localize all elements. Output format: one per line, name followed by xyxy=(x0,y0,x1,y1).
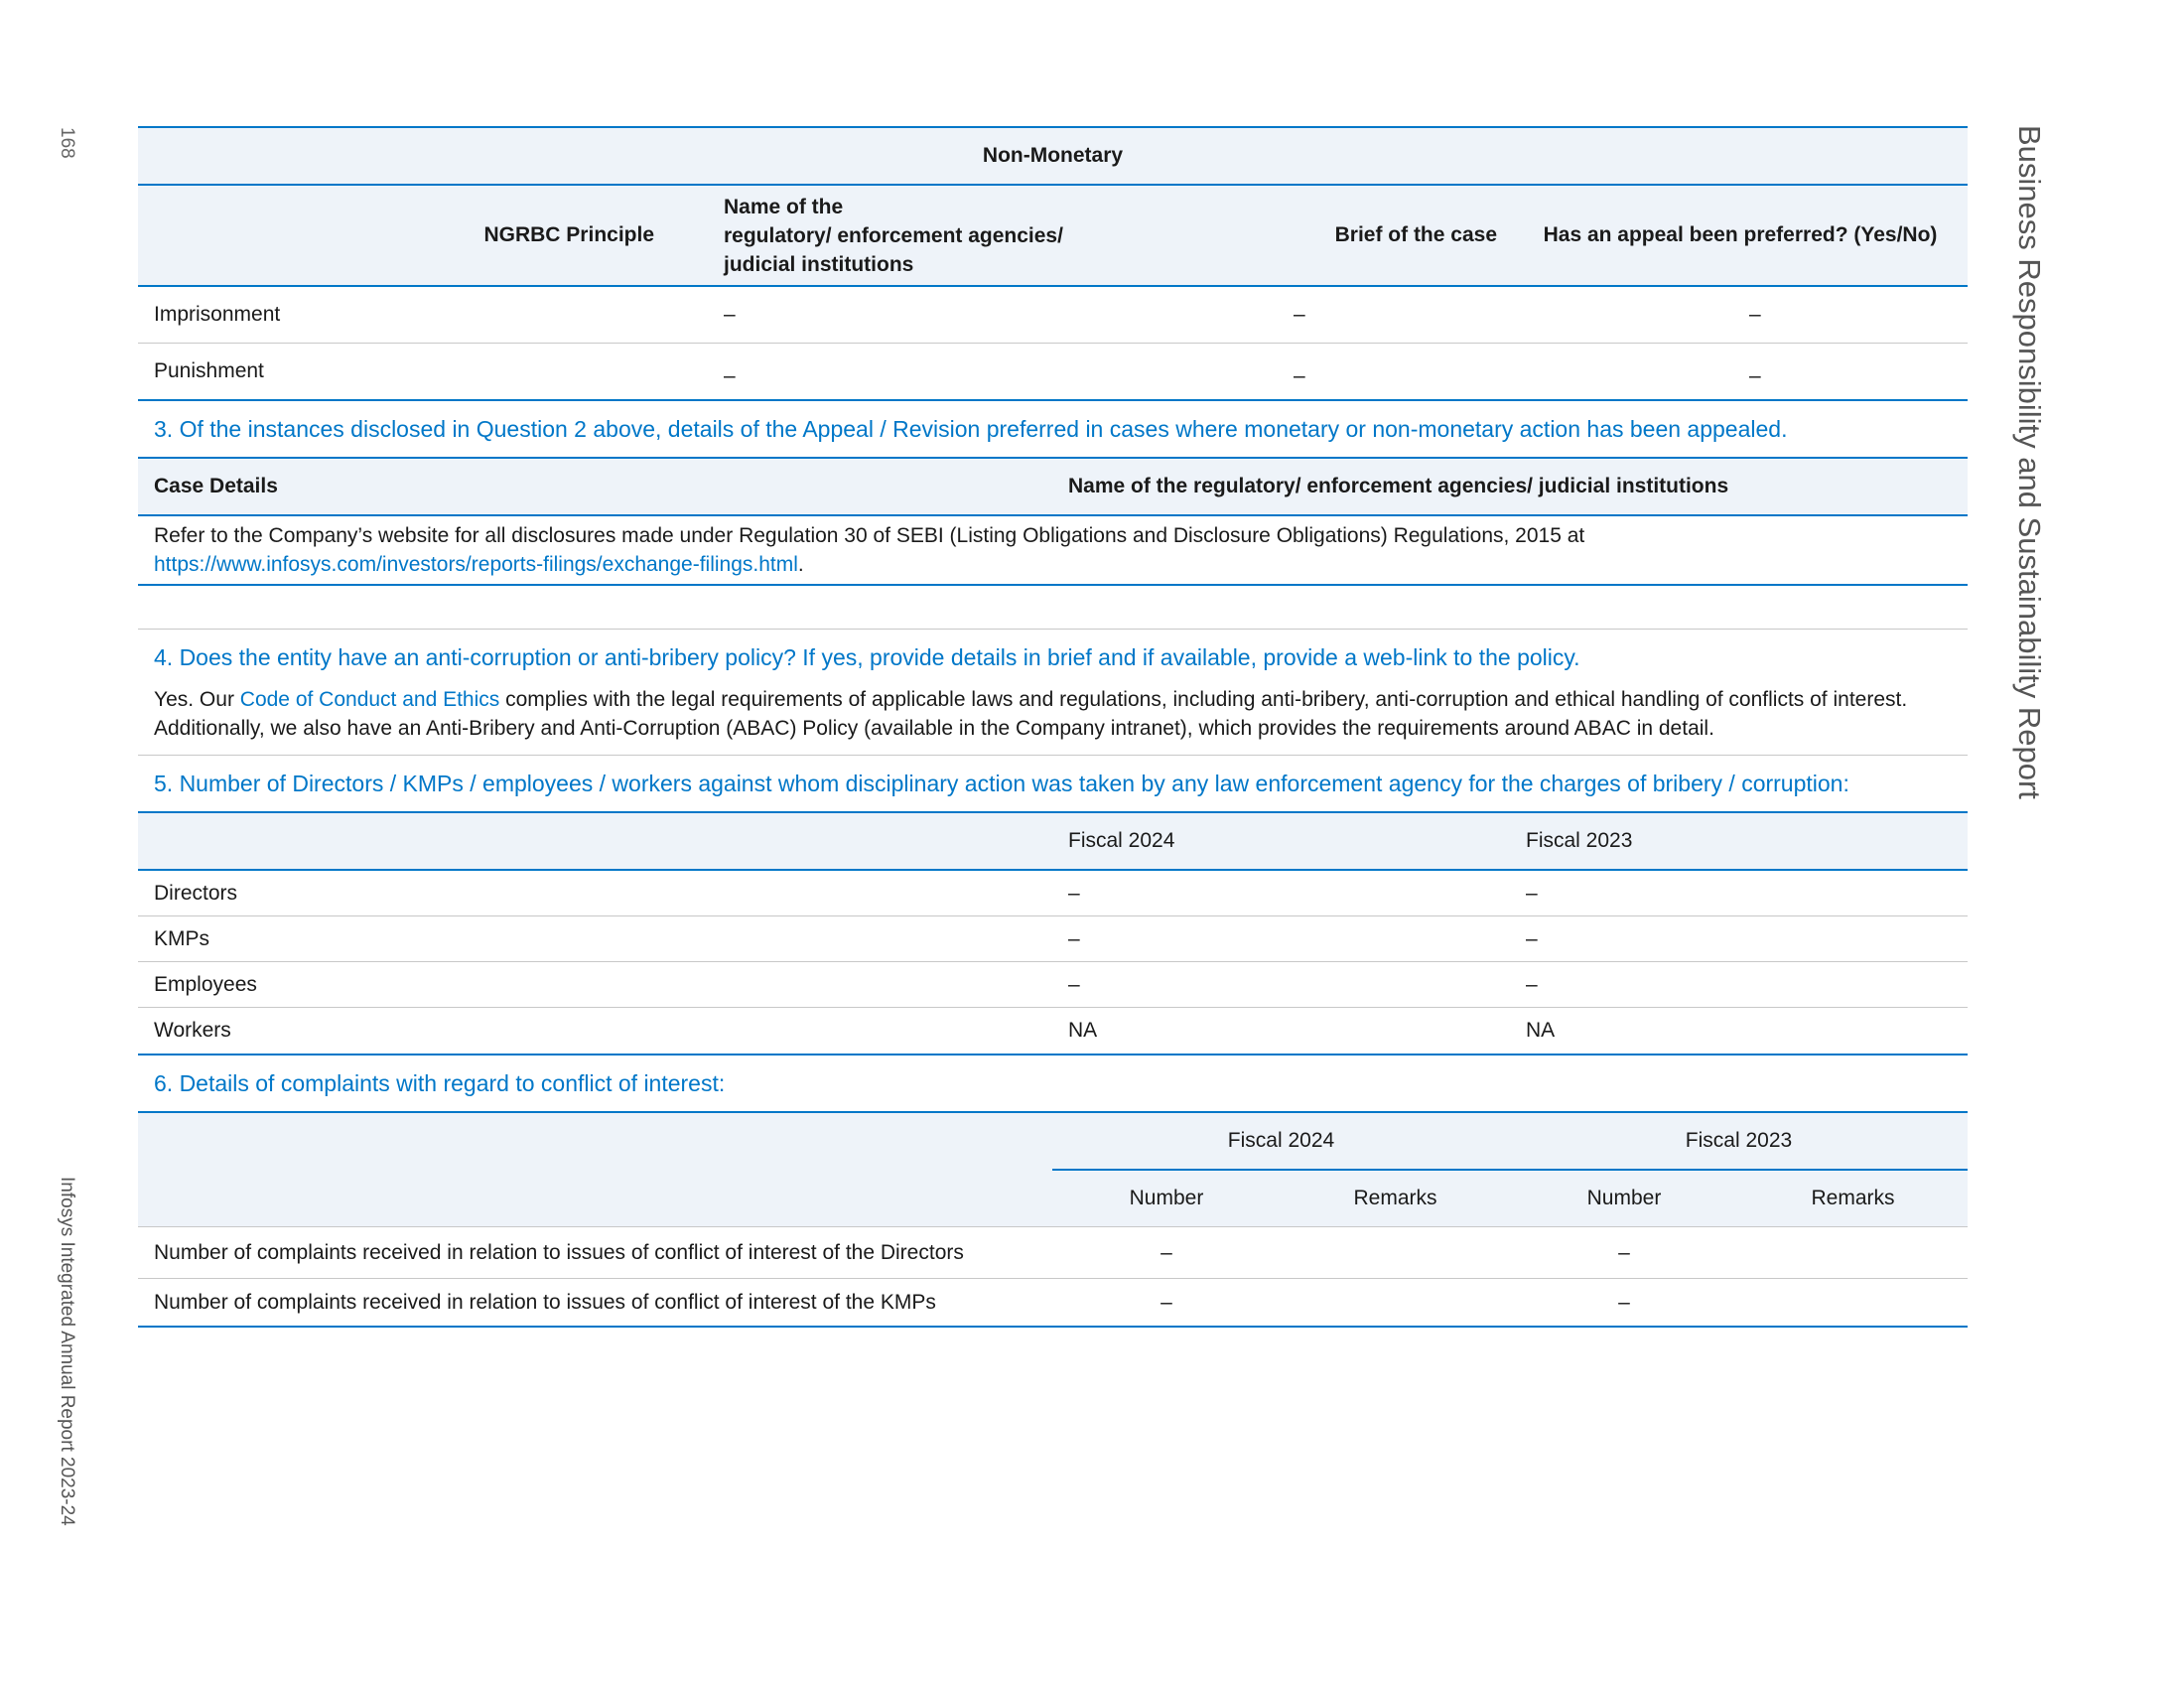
row-label-workers: Workers xyxy=(154,1019,231,1042)
row-agency: – xyxy=(724,364,736,387)
row-label-kmps: KMPs xyxy=(154,926,210,950)
header-fiscal-2024: Fiscal 2024 xyxy=(1068,829,1175,852)
q4-answer-prefix: Yes. Our xyxy=(154,688,240,711)
row-brief: – xyxy=(1294,303,1305,326)
q3-answer-text: Refer to the Company’s website for all disclosures made under Regulation 30 of SEBI (Listing Obligations and Disclosure Obligations) Regulations, 2015 at xyxy=(154,524,1585,547)
header-fiscal-2023: Fiscal 2023 xyxy=(1526,829,1633,852)
q5-header-row xyxy=(138,813,1968,869)
main-content xyxy=(138,126,1968,1328)
header-agency xyxy=(708,193,1278,279)
table-row xyxy=(138,344,1968,399)
q3-link-suffix: . xyxy=(797,553,804,576)
row-fy24: – xyxy=(1068,926,1080,950)
row-fy23: – xyxy=(1526,926,1538,950)
row-number-2023: – xyxy=(1618,1240,1630,1264)
table-row xyxy=(138,287,1968,343)
row-appeal: – xyxy=(1749,303,1761,326)
section-side-title: Business Responsibility and Sustainability Report xyxy=(2012,125,2047,799)
non-monetary-title-text: Non-Monetary xyxy=(982,144,1124,167)
row-fy24: – xyxy=(1068,881,1080,905)
table-row xyxy=(138,1279,1968,1326)
q4-answer-text: complies with the legal requirements of applicable laws and regulations, including anti-bribery, anti-corruption and ethical handling of conflicts of interest. Additionally, we also have an Anti-Bribery and Anti-Corruption (ABAC) Policy (available in the Company intranet), which provides the requirements around ABAC in detail. xyxy=(154,688,1908,740)
header-case-details: Case Details xyxy=(154,475,278,497)
subheader-remarks-2024: Remarks xyxy=(1353,1187,1437,1209)
row-number-2024: – xyxy=(1160,1240,1172,1264)
row-fy24: NA xyxy=(1068,1019,1098,1042)
q6-header xyxy=(138,1113,1968,1226)
header-agency-line3: judicial institutions xyxy=(724,252,914,276)
subheader-number-2023: Number xyxy=(1586,1187,1662,1209)
row-label-kmps-coi: Number of complaints received in relation to issues of conflict of interest of the KMPs xyxy=(154,1290,936,1314)
header-fiscal-2024: Fiscal 2024 xyxy=(1227,1129,1335,1152)
non-monetary-header-row xyxy=(138,186,1968,285)
row-agency: – xyxy=(724,303,736,326)
question-3: 3. Of the instances disclosed in Question 2 above, details of the Appeal / Revision preferred in cases where monetary or non-monetary action has been appealed. xyxy=(154,415,1788,442)
row-label-directors-coi: Number of complaints received in relation to issues of conflict of interest of the Directors xyxy=(154,1240,964,1264)
table-row xyxy=(138,1227,1968,1278)
q4-answer xyxy=(138,685,1968,755)
row-fy23: – xyxy=(1526,972,1538,996)
header-fiscal-2023: Fiscal 2023 xyxy=(1685,1129,1793,1152)
page-number: 168 xyxy=(57,127,77,159)
row-label-employees: Employees xyxy=(154,972,257,996)
non-monetary-title xyxy=(138,128,1968,184)
row-fy24: – xyxy=(1068,972,1080,996)
question-6: 6. Details of complaints with regard to conflict of interest: xyxy=(154,1069,726,1096)
header-ngrbc-principle: NGRBC Principle xyxy=(483,223,654,246)
question-5: 5. Number of Directors / KMPs / employees / workers against whom disciplinary action was taken by any law enforcement agency for the charges of bribery / corruption: xyxy=(154,770,1849,796)
table-row xyxy=(138,962,1968,1007)
row-number-2024: – xyxy=(1160,1290,1172,1314)
row-brief: – xyxy=(1294,364,1305,387)
table-row xyxy=(138,916,1968,961)
row-label-imprisonment: Imprisonment xyxy=(154,303,281,326)
q3-answer xyxy=(138,516,1968,584)
header-q3-agency: Name of the regulatory/ enforcement agencies/ judicial institutions xyxy=(1068,475,1729,497)
question-4: 4. Does the entity have an anti-corruption or anti-bribery policy? If yes, provide details in brief and if available, provide a web-link to the policy. xyxy=(154,643,1580,670)
exchange-filings-link[interactable]: https://www.infosys.com/investors/reports-filings/exchange-filings.html xyxy=(154,553,798,576)
row-fy23: – xyxy=(1526,881,1538,905)
report-footer: Infosys Integrated Annual Report 2023-24 xyxy=(57,1177,77,1526)
code-of-conduct-link[interactable]: Code of Conduct and Ethics xyxy=(239,688,500,711)
table-row xyxy=(138,871,1968,915)
q3-header-row xyxy=(138,459,1968,514)
row-number-2023: – xyxy=(1618,1290,1630,1314)
table-row xyxy=(138,1008,1968,1054)
row-label-punishment: Punishment xyxy=(154,359,264,382)
subheader-remarks-2023: Remarks xyxy=(1811,1187,1895,1209)
header-brief: Brief of the case xyxy=(1334,223,1497,246)
header-agency-line1: Name of the xyxy=(724,195,844,218)
subheader-number-2024: Number xyxy=(1129,1187,1204,1209)
row-fy23: NA xyxy=(1526,1019,1556,1042)
header-appeal: Has an appeal been preferred? (Yes/No) xyxy=(1543,223,1938,246)
row-label-directors: Directors xyxy=(154,881,238,905)
header-agency-line2: regulatory/ enforcement agencies/ xyxy=(724,223,1063,247)
row-appeal: – xyxy=(1749,364,1761,387)
